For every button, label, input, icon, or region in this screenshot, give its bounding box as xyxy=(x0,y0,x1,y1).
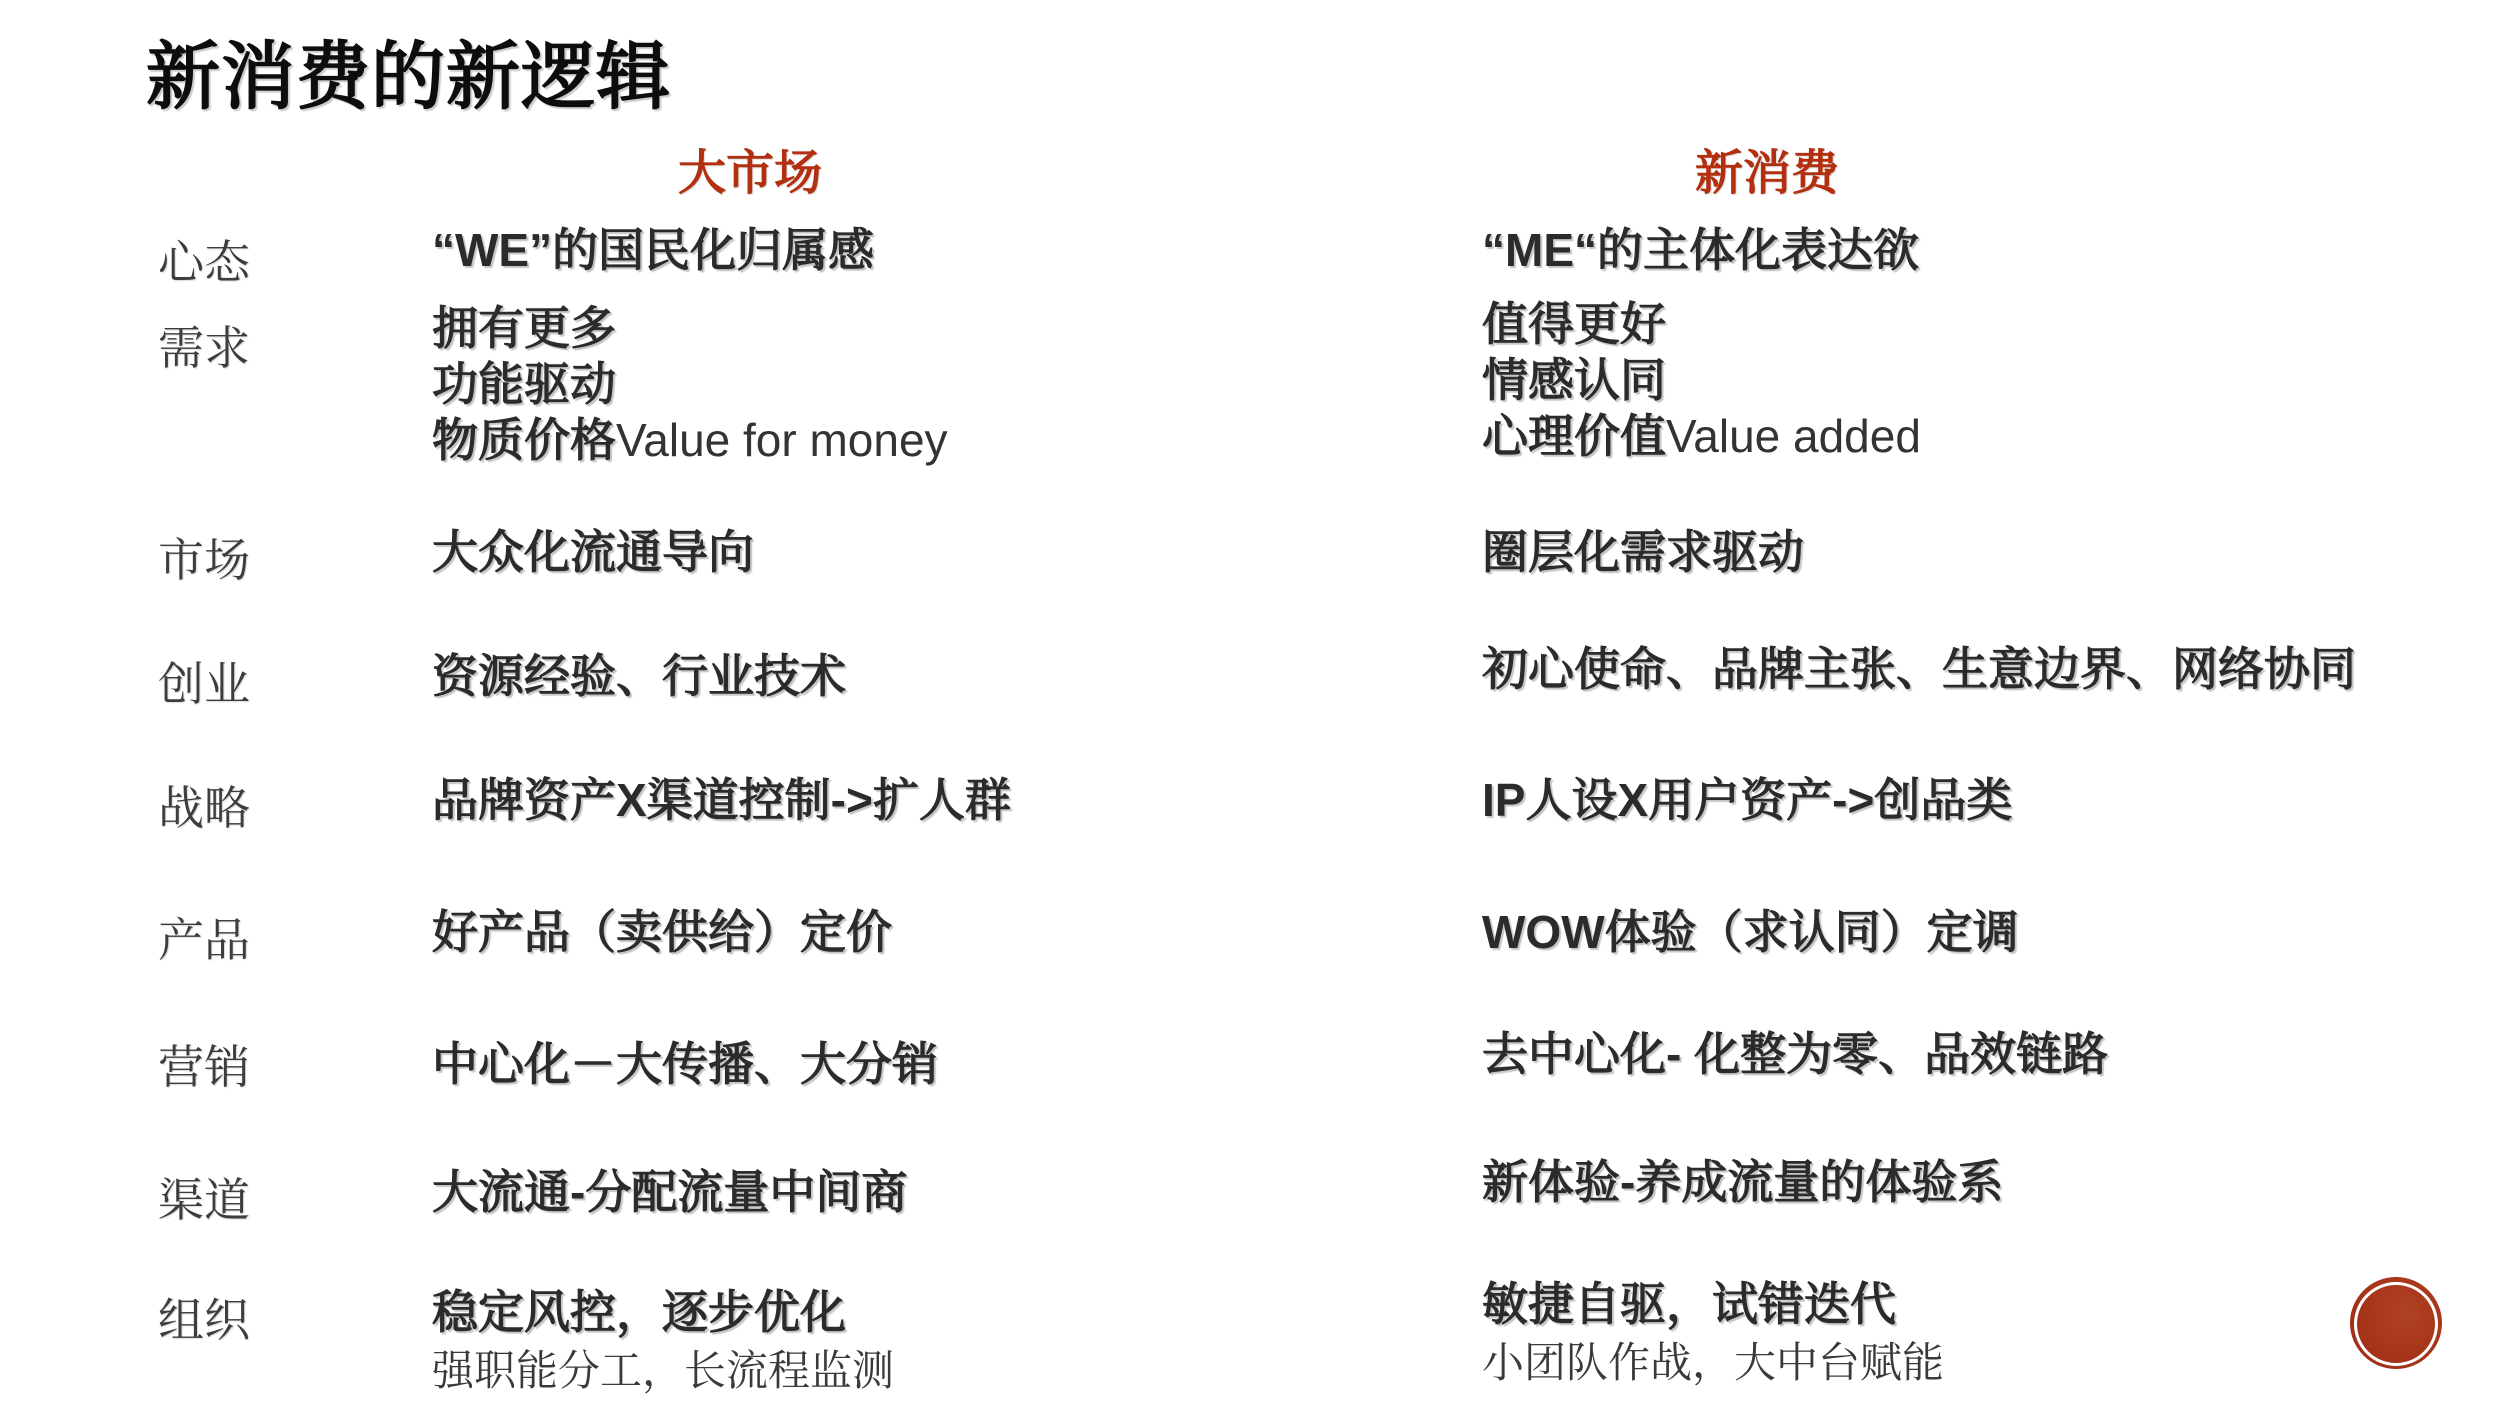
cell-line-bold-part: 心理价值 xyxy=(1482,410,1666,462)
row-label: 渠道 xyxy=(158,1174,250,1226)
cell-right: “ME“的主体化表达欲 xyxy=(1482,224,1919,276)
cell-line: 情感认同 xyxy=(1482,354,1666,406)
column-header-new-consumption: 新消费 xyxy=(1695,147,1840,200)
cell-line: 稳定风控，逐步优化 xyxy=(432,1286,846,1338)
cell-line-regular-part: Value for money xyxy=(616,414,948,466)
cell-line: 值得更好 xyxy=(1482,298,1666,350)
cell-left: “WE”的国民化归属感 xyxy=(432,224,875,276)
column-header-big-market: 大市场 xyxy=(678,147,823,200)
cell-line-regular-part: Value added xyxy=(1666,410,1921,462)
cell-left xyxy=(432,1284,894,1402)
cell-right: WOW体验（求认同）定调 xyxy=(1482,906,2019,958)
cell-line xyxy=(432,412,948,468)
cell-line-bold-part: 物质价格 xyxy=(432,414,616,466)
row-label: 市场 xyxy=(158,534,250,586)
cell-line: 功能驱动 xyxy=(432,358,616,410)
cell-right: 圈层化需求驱动 xyxy=(1482,526,1804,578)
cell-left: 好产品（卖供给）定价 xyxy=(432,906,892,958)
cell-right xyxy=(1482,1276,1944,1394)
row-label: 创业 xyxy=(158,658,250,710)
row-label: 营销 xyxy=(158,1041,250,1093)
cell-right: IP人设X用户资产->创品类 xyxy=(1482,774,2013,826)
stamp-inner-ring xyxy=(2354,1282,2438,1366)
page-title: 新消费的新逻辑 xyxy=(146,35,671,118)
cell-left xyxy=(432,300,948,468)
cell-left: 中心化－大传播、大分销 xyxy=(432,1038,938,1090)
cell-right: 去中心化- 化整为零、品效链路 xyxy=(1482,1028,2109,1080)
stamp-seal-icon xyxy=(2350,1277,2442,1369)
cell-line: 拥有更多 xyxy=(432,302,616,354)
cell-left: 大众化流通导向 xyxy=(432,526,754,578)
cell-line: 敏捷自驱，试错迭代 xyxy=(1482,1278,1896,1330)
row-label: 需求 xyxy=(158,322,250,374)
cell-right xyxy=(1482,296,1921,464)
cell-right: 新体验-养成流量的体验系 xyxy=(1482,1156,2004,1208)
row-label: 产品 xyxy=(158,914,250,966)
cell-line xyxy=(1482,408,1921,464)
cell-left: 大流通-分配流量中间商 xyxy=(432,1166,908,1218)
cell-left: 资源经验、行业技术 xyxy=(432,650,846,702)
cell-left: 品牌资产X渠道控制->扩人群 xyxy=(432,774,1011,826)
row-label: 心态 xyxy=(158,236,250,288)
row-label: 组织 xyxy=(158,1294,250,1346)
cell-subline: 小团队作战，大中台赋能 xyxy=(1482,1339,1945,1386)
cell-right: 初心使命、品牌主张、生意边界、网络协同 xyxy=(1482,643,2356,695)
row-label: 战略 xyxy=(158,782,250,834)
cell-subline: 强职能分工，长流程监测 xyxy=(432,1347,895,1394)
